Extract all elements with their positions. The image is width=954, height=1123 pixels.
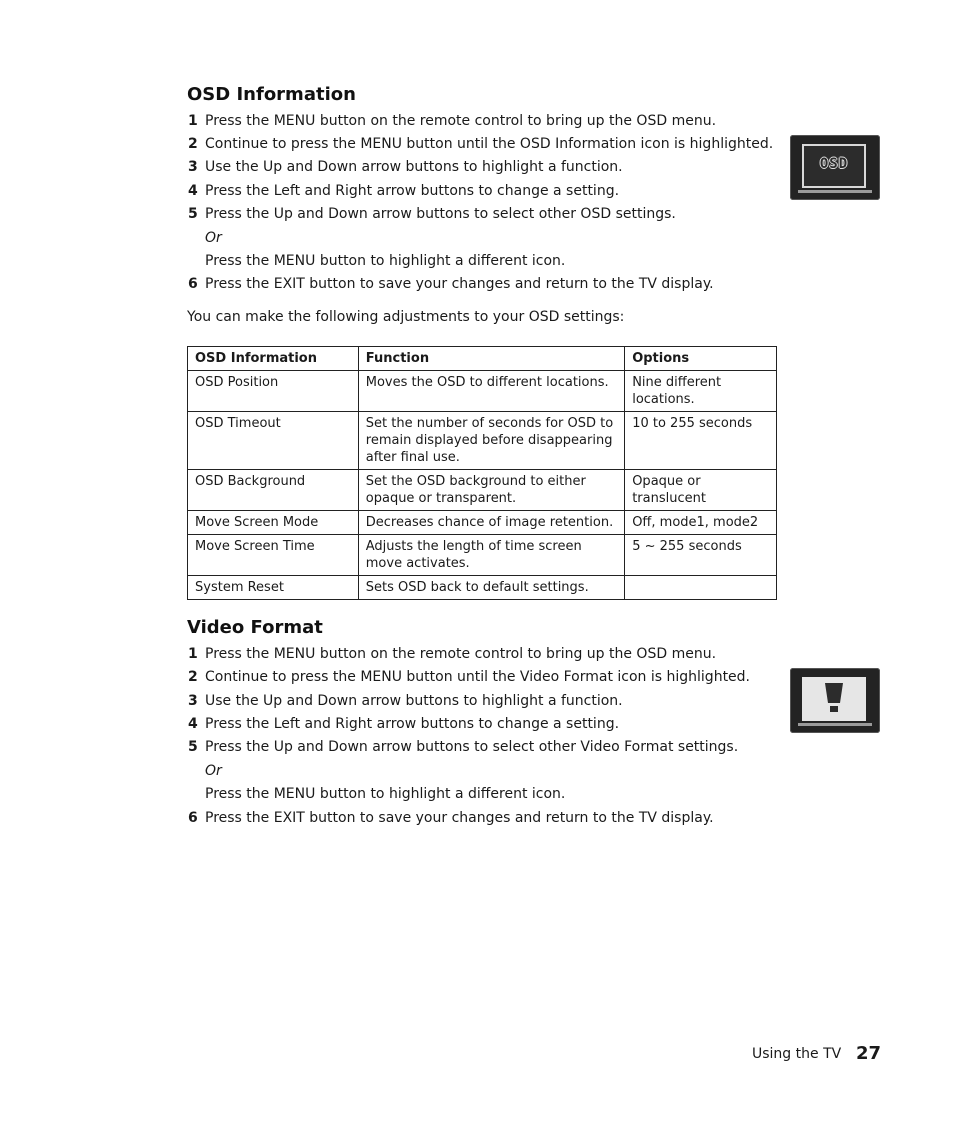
step-text: Use the Up and Down arrow buttons to highlight a function. <box>205 159 623 175</box>
step-number: 1 <box>188 113 198 129</box>
video-step-4 <box>188 715 619 733</box>
video-step-1 <box>188 645 716 663</box>
step-text: Press the Left and Right arrow buttons to change a setting. <box>205 716 620 732</box>
video-step-2 <box>188 668 750 686</box>
function-cell: Decreases chance of image retention. <box>358 511 624 535</box>
table-row <box>188 470 777 511</box>
step-text: Press the EXIT button to save your changes and return to the TV display. <box>205 810 714 826</box>
table-row <box>188 535 777 576</box>
page-number: 27 <box>856 1043 882 1064</box>
step-text: Press the Left and Right arrow buttons to change a setting. <box>205 183 620 199</box>
setting-cell: System Reset <box>188 576 359 600</box>
options-cell <box>625 576 777 600</box>
table-row <box>188 576 777 600</box>
osd-alt-step: Press the MENU button to highlight a different icon. <box>205 253 566 269</box>
step-number: 3 <box>188 159 198 175</box>
step-number: 6 <box>188 276 198 292</box>
step-number: 5 <box>188 206 198 222</box>
setting-cell: Move Screen Time <box>188 535 359 576</box>
video-format-glyph-icon <box>804 679 864 719</box>
tv-stand-shape <box>798 190 872 193</box>
video-step-3 <box>188 692 623 710</box>
video-or-label: Or <box>205 763 222 779</box>
step-number: 3 <box>188 693 198 709</box>
header-osd-information: OSD Information <box>188 347 359 371</box>
table-header-row <box>188 347 777 371</box>
tv-stand-shape <box>798 723 872 726</box>
step-number: 2 <box>188 136 198 152</box>
video-format-icon <box>790 668 880 733</box>
table-row <box>188 371 777 412</box>
video-section-title: Video Format <box>187 617 323 638</box>
step-text: Continue to press the MENU button until the Video Format icon is highlighted. <box>205 669 751 685</box>
options-cell: Off, mode1, mode2 <box>625 511 777 535</box>
table-row <box>188 511 777 535</box>
osd-step-4 <box>188 182 619 200</box>
function-cell: Adjusts the length of time screen move activates. <box>358 535 624 576</box>
osd-icon-label: OSD <box>819 156 849 172</box>
function-cell: Set the OSD background to either opaque or transparent. <box>358 470 624 511</box>
osd-intro-text: You can make the following adjustments to your OSD settings: <box>187 309 625 325</box>
step-number: 5 <box>188 739 198 755</box>
footer-section-name: Using the TV <box>752 1046 842 1062</box>
setting-cell: OSD Background <box>188 470 359 511</box>
function-cell: Set the number of seconds for OSD to remain displayed before disappearing after final use. <box>358 412 624 470</box>
table-row <box>188 412 777 470</box>
function-cell: Moves the OSD to different locations. <box>358 371 624 412</box>
step-number: 6 <box>188 810 198 826</box>
osd-or-label: Or <box>205 230 222 246</box>
function-cell: Sets OSD back to default settings. <box>358 576 624 600</box>
tv-screen-shape <box>802 677 866 721</box>
step-number: 1 <box>188 646 198 662</box>
step-text: Press the MENU button on the remote control to bring up the OSD menu. <box>205 646 717 662</box>
osd-step-5 <box>188 205 676 223</box>
step-text: Press the EXIT button to save your changes and return to the TV display. <box>205 276 714 292</box>
video-step-5 <box>188 738 738 756</box>
step-number: 4 <box>188 716 198 732</box>
osd-step-2 <box>188 135 773 153</box>
step-text: Use the Up and Down arrow buttons to highlight a function. <box>205 693 623 709</box>
tv-screen-shape <box>802 144 866 188</box>
osd-step-3 <box>188 158 623 176</box>
setting-cell: OSD Position <box>188 371 359 412</box>
header-function: Function <box>358 347 624 371</box>
options-cell: 5 ~ 255 seconds <box>625 535 777 576</box>
step-text: Continue to press the MENU button until the OSD Information icon is highlighted. <box>205 136 774 152</box>
osd-settings-table <box>187 346 777 600</box>
options-cell: Nine different locations. <box>625 371 777 412</box>
options-cell: Opaque or translucent <box>625 470 777 511</box>
osd-step-1 <box>188 112 716 130</box>
setting-cell: Move Screen Mode <box>188 511 359 535</box>
osd-section-title: OSD Information <box>187 84 356 105</box>
step-text: Press the Up and Down arrow buttons to select other OSD settings. <box>205 206 676 222</box>
setting-cell: OSD Timeout <box>188 412 359 470</box>
step-number: 4 <box>188 183 198 199</box>
options-cell: 10 to 255 seconds <box>625 412 777 470</box>
step-number: 2 <box>188 669 198 685</box>
osd-step-6 <box>188 275 714 293</box>
header-options: Options <box>625 347 777 371</box>
osd-information-icon <box>790 135 880 200</box>
video-alt-step: Press the MENU button to highlight a different icon. <box>205 786 566 802</box>
step-text: Press the Up and Down arrow buttons to select other Video Format settings. <box>205 739 739 755</box>
video-step-6 <box>188 809 714 827</box>
step-text: Press the MENU button on the remote control to bring up the OSD menu. <box>205 113 717 129</box>
